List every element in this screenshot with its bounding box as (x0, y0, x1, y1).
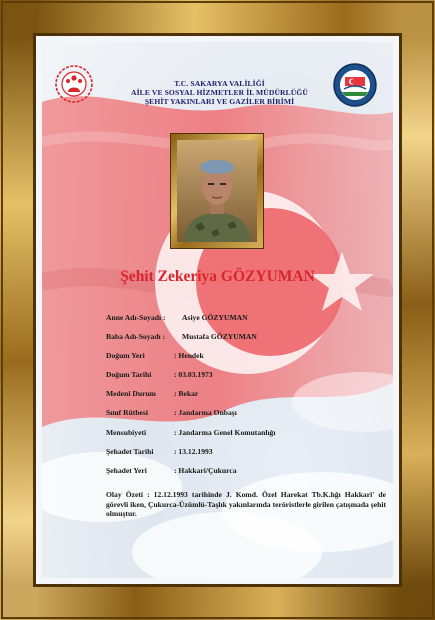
header-line-unit: ŞEHİT YAKINLARI VE GAZİLER BİRİMİ (144, 97, 295, 106)
field-label: Anne Adı-Soyadı : (106, 313, 166, 322)
field-value: : 03.03.1973 (174, 370, 213, 379)
soldier-portrait (177, 140, 257, 242)
field-label: Mensubiyeti (106, 428, 147, 437)
field-value: : Bekar (174, 389, 199, 398)
incident-summary (106, 490, 386, 519)
field-value: Mustafa GÖZYUMAN (182, 332, 257, 341)
ministry-family-emblem-icon (54, 64, 94, 104)
header-line-governorship: T.C. SAKARYA VALİLİĞİ (174, 79, 265, 88)
certificate-sheet (42, 42, 393, 578)
incident-summary-text: : 12.12.1993 tarihinde J. Komd. Özel Harekat Tb.K.lığı Hakkari' de görevli iken, Çukurca-Üzümlü-Taşlık yakınlarında teröristlerle girilen çatışmada şehit olmuştur. (106, 490, 386, 519)
field-value: Asiye GÖZYUMAN (182, 313, 248, 322)
martyr-name: Şehit Zekeriya GÖZYUMAN (120, 268, 315, 285)
field-value: : Hakkari/Çukurca (174, 466, 237, 475)
field-label: Baba Adı-Soyadı : (106, 332, 166, 341)
portrait-frame (171, 134, 263, 248)
certificate-canvas (36, 36, 399, 584)
field-label: Şehadet Tarihi (106, 447, 154, 456)
field-value: : 13.12.1993 (174, 447, 213, 456)
field-label: Sınıf Rütbesi (106, 408, 148, 417)
field-value: : Jandarma Onbaşı (174, 408, 237, 417)
incident-summary-label: Olay Özeti (106, 490, 143, 499)
field-label: Medeni Durum (106, 389, 156, 398)
field-label: Doğum Yeri (106, 351, 145, 360)
field-label: Doğum Tarihi (106, 370, 152, 379)
field-label: Şehadet Yeri (106, 466, 147, 475)
field-value: : Jandarma Genel Komutanlığı (174, 428, 276, 437)
header-line-directorate: AİLE VE SOSYAL HİZMETLER İL MÜDÜRLÜĞÜ (131, 88, 308, 97)
field-value: : Hendek (174, 351, 204, 360)
sakarya-governorship-seal-icon (332, 62, 378, 108)
